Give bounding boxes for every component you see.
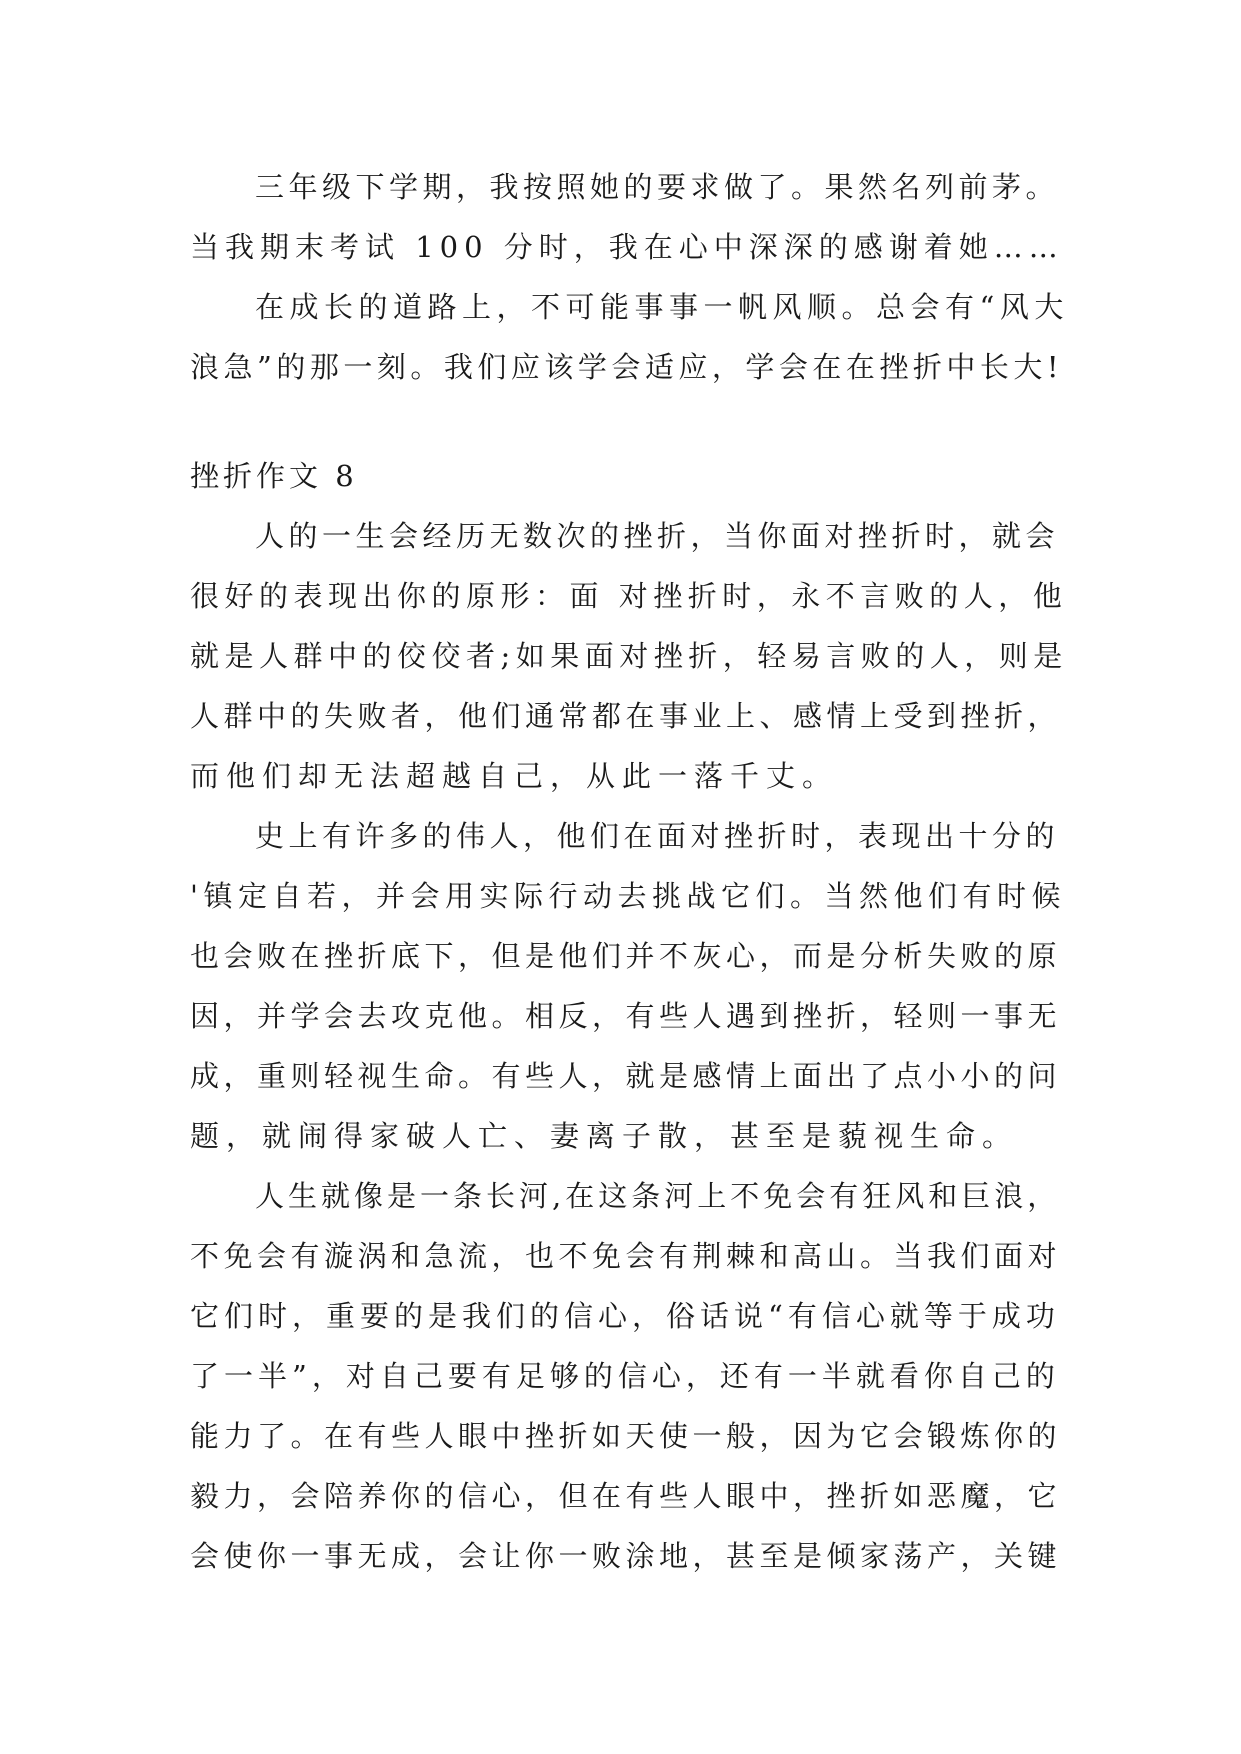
paragraph-line: 在成长的道路上，不可能事事一帆风顺。总会有“风大: [255, 290, 1069, 324]
paragraph-line: 当我期末考试 100 分时，我在心中深深的感谢着她……: [190, 230, 1064, 264]
paragraph-line: 史上有许多的伟人，他们在面对挫折时，表现出十分的: [255, 819, 1060, 853]
paragraph-line: 人生就像是一条长河,在这条河上不免会有狂风和巨浪，: [255, 1179, 1061, 1213]
paragraph-line: 成，重则轻视生命。有些人，就是感情上面出了点小小的问: [190, 1059, 1062, 1093]
paragraph-line: 三年级下学期，我按照她的要求做了。果然名列前茅。: [255, 170, 1060, 204]
paragraph-line: 人群中的失败者，他们通常都在事业上、感情上受到挫折，: [190, 699, 1062, 733]
paragraph-line: 人的一生会经历无数次的挫折，当你面对挫折时，就会: [255, 519, 1060, 553]
paragraph-line: 不免会有漩涡和急流，也不免会有荆棘和高山。当我们面对: [190, 1239, 1062, 1273]
paragraph-line: 题，就闹得家破人亡、妻离子散，甚至是藐视生命。: [190, 1119, 1019, 1153]
section-heading: 挫折作文 8: [190, 459, 358, 493]
paragraph-line: 它们时，重要的是我们的信心，俗话说“有信心就等于成功: [190, 1299, 1060, 1333]
paragraph-line: 因，并学会去攻克他。相反，有些人遇到挫折，轻则一事无: [190, 999, 1062, 1033]
paragraph-line: 毅力，会陪养你的信心，但在有些人眼中，挫折如恶魔，它: [190, 1479, 1062, 1513]
paragraph-line: 会使你一事无成，会让你一败涂地，甚至是倾家荡产，关键: [190, 1539, 1062, 1573]
paragraph-line: 也会败在挫折底下，但是他们并不灰心，而是分析失败的原: [190, 939, 1062, 973]
paragraph-line: 了一半”，对自己要有足够的信心，还有一半就看你自己的: [190, 1359, 1060, 1393]
paragraph-line: '镇定自若，并会用实际行动去挑战它们。当然他们有时候: [190, 879, 1066, 913]
paragraph-line: 浪急”的那一刻。我们应该学会适应，学会在在挫折中长大!: [190, 350, 1063, 384]
paragraph-line: 能力了。在有些人眼中挫折如天使一般，因为它会锻炼你的: [190, 1419, 1062, 1453]
paragraph-line: 就是人群中的佼佼者;如果面对挫折，轻易言败的人，则是: [190, 639, 1068, 673]
paragraph-line: 而他们却无法超越自己，从此一落千丈。: [190, 759, 839, 793]
paragraph-line: 很好的表现出你的原形：面 对挫折时，永不言败的人，他: [190, 579, 1068, 613]
